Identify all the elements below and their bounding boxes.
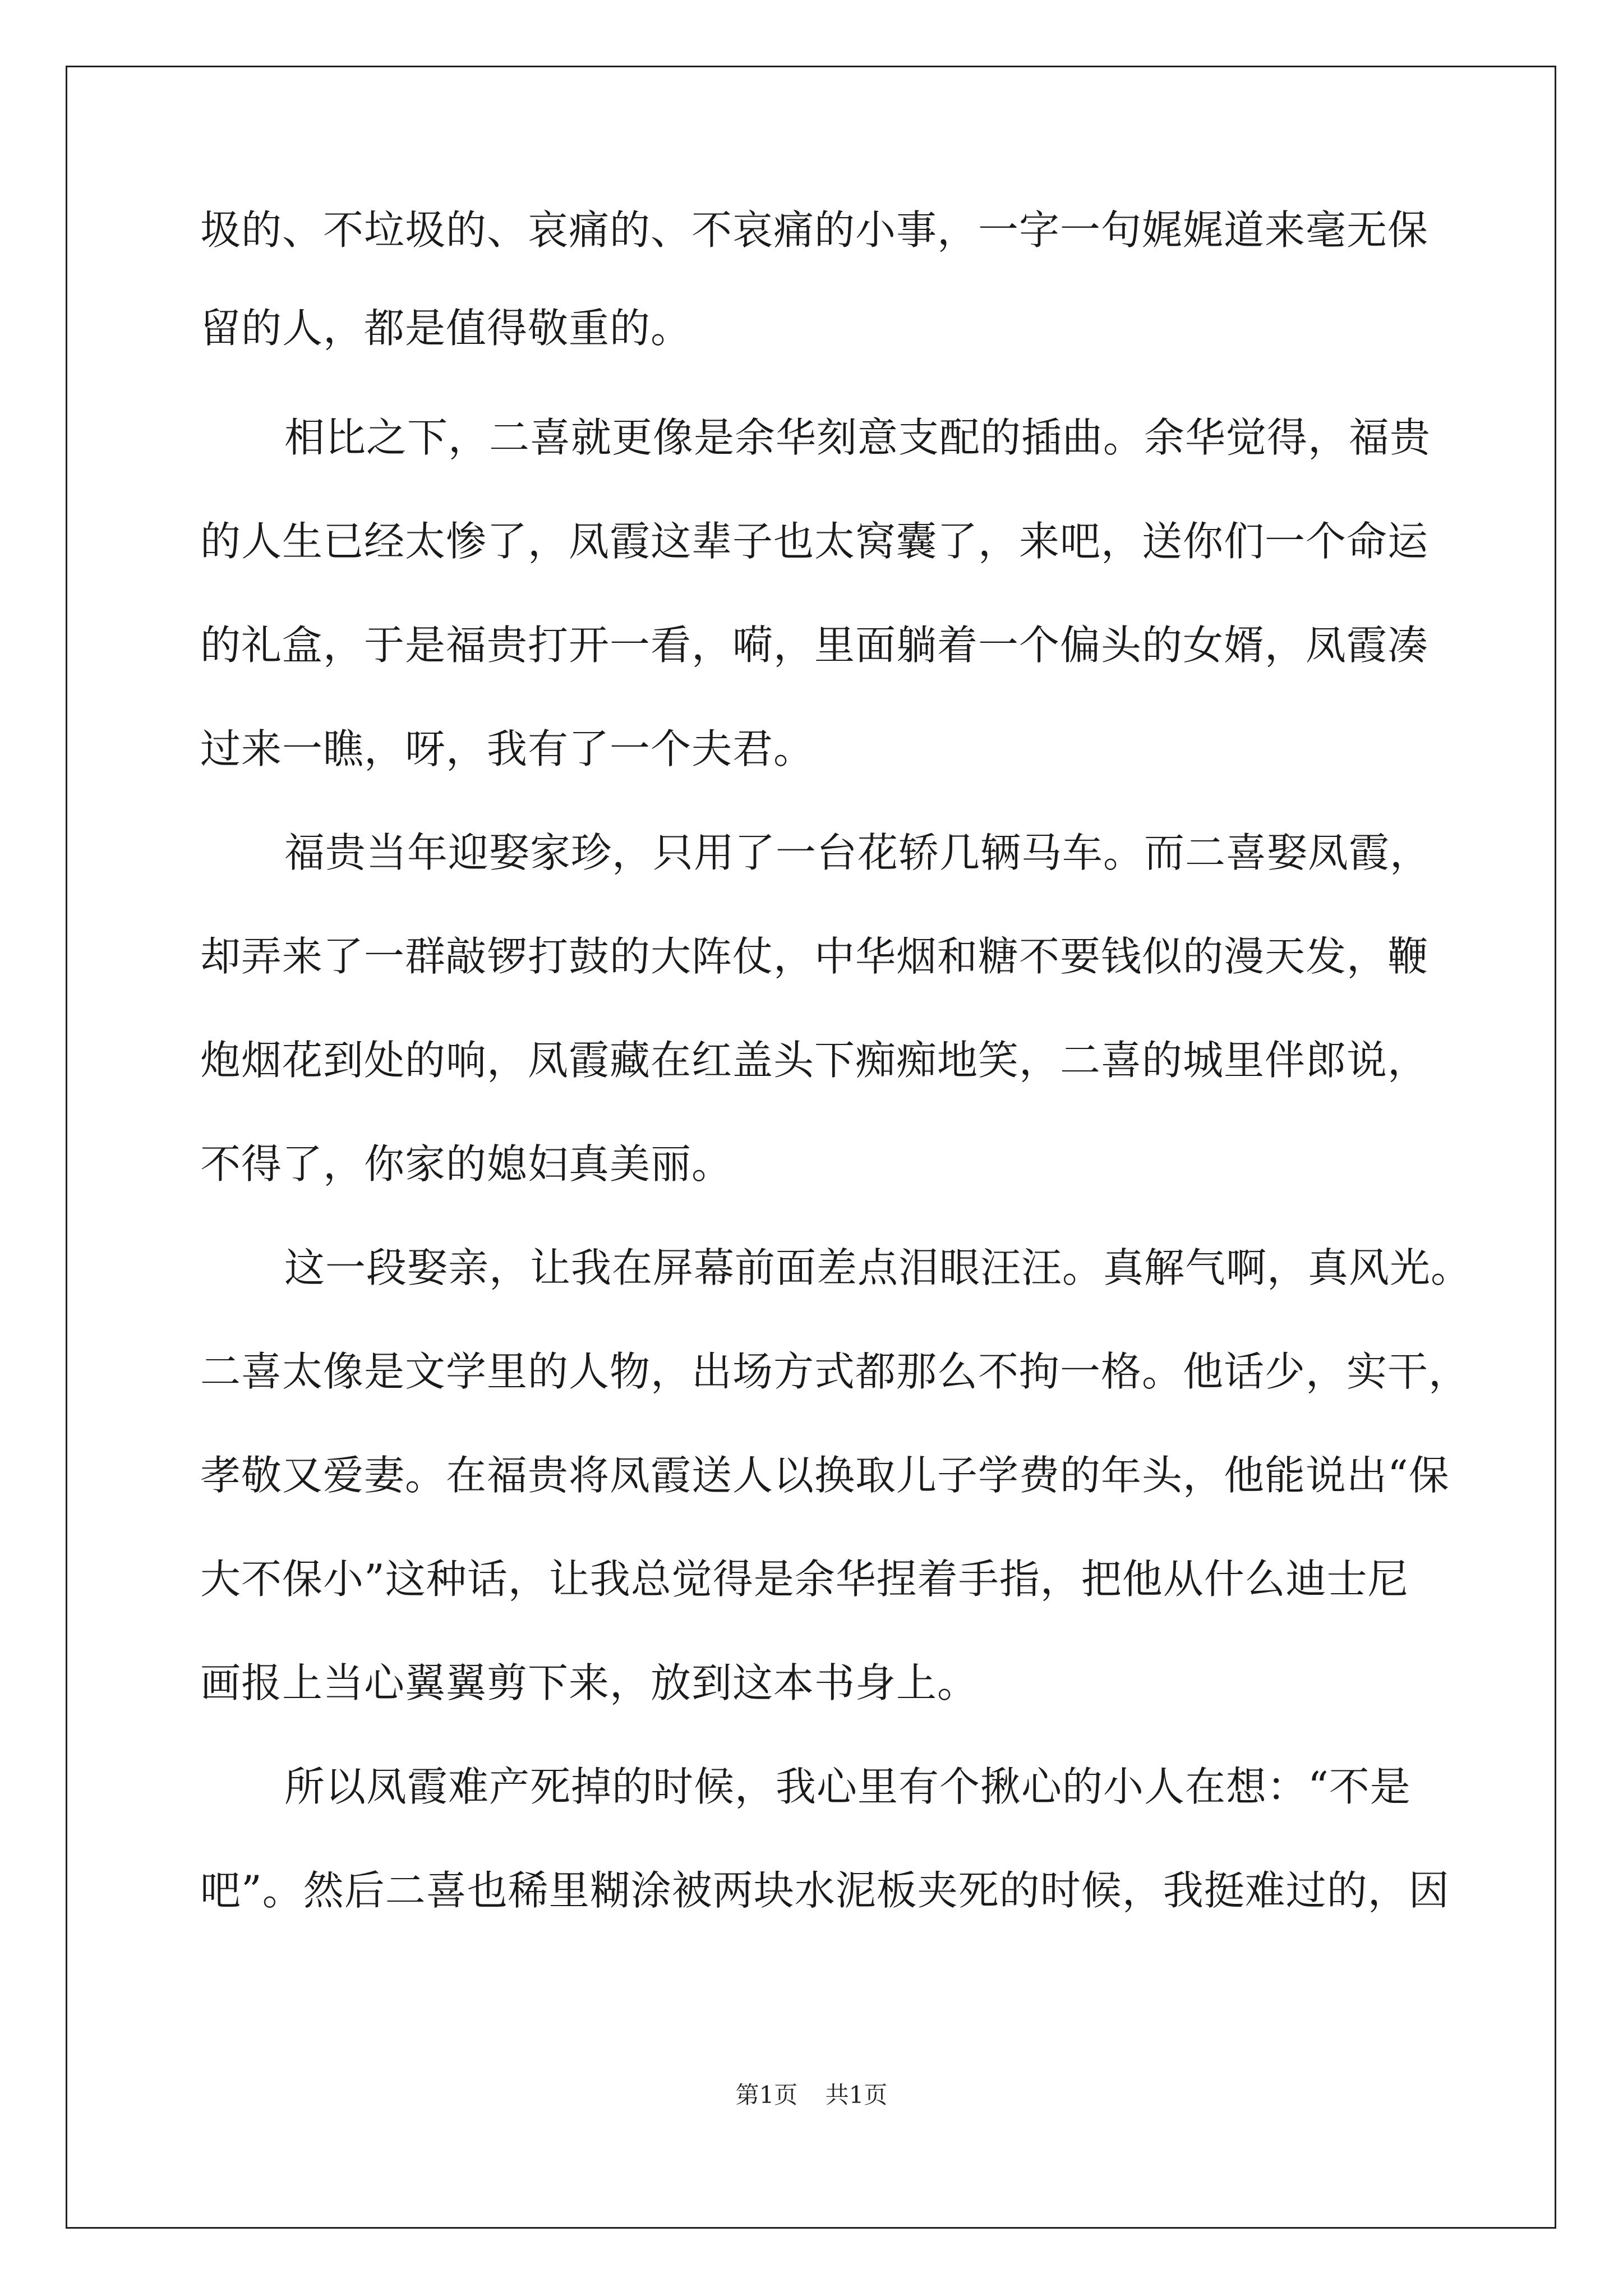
page-footer — [0, 2078, 1623, 2112]
text-line: 过来一瞧，呀，我有了一个夫君。 — [200, 725, 815, 772]
text-line: 吧”。然后二喜也稀里糊涂被两块水泥板夹死的时候，我挺难过的，因 — [200, 1867, 1450, 1914]
text-line: 相比之下，二喜就更像是余华刻意支配的插曲。余华觉得，福贵 — [284, 414, 1431, 461]
text-line: 大不保小”这种话，让我总觉得是余华捏着手指，把他从什么迪士尼 — [200, 1556, 1409, 1603]
text-line: 炮烟花到处的响，凤霞藏在红盖头下痴痴地笑，二喜的城里伴郎说， — [200, 1037, 1429, 1084]
page-number: 第1页 — [735, 2081, 798, 2109]
text-line: 孝敬又爱妻。在福贵将凤霞送人以换取儿子学费的年头，他能说出“保 — [200, 1452, 1450, 1499]
text-line: 不得了，你家的媳妇真美丽。 — [200, 1140, 733, 1188]
text-line: 圾的、不垃圾的、哀痛的、不哀痛的小事，一字一句娓娓道来毫无保 — [200, 206, 1429, 254]
text-line: 的人生已经太惨了，凤霞这辈子也太窝囊了，来吧，送你们一个命运 — [200, 518, 1429, 565]
text-line: 却弄来了一群敲锣打鼓的大阵仗，中华烟和糖不要钱似的漫天发，鞭 — [200, 933, 1429, 980]
text-line: 这一段娶亲，让我在屏幕前面差点泪眼汪汪。真解气啊，真风光。 — [284, 1244, 1472, 1291]
text-line: 留的人，都是值得敬重的。 — [200, 305, 692, 352]
text-line: 所以凤霞难产死掉的时候，我心里有个揪心的小人在想：“不是 — [284, 1763, 1411, 1810]
text-line: 二喜太像是文学里的人物，出场方式都那么不拘一格。他话少，实干， — [200, 1348, 1470, 1395]
text-line: 画报上当心翼翼剪下来，放到这本书身上。 — [200, 1659, 979, 1706]
text-line: 福贵当年迎娶家珍，只用了一台花轿几辆马车。而二喜娶凤霞， — [284, 829, 1431, 876]
text-line: 的礼盒，于是福贵打开一看，嗬，里面躺着一个偏头的女婿，凤霞凑 — [200, 622, 1429, 669]
page-total: 共1页 — [825, 2081, 888, 2109]
